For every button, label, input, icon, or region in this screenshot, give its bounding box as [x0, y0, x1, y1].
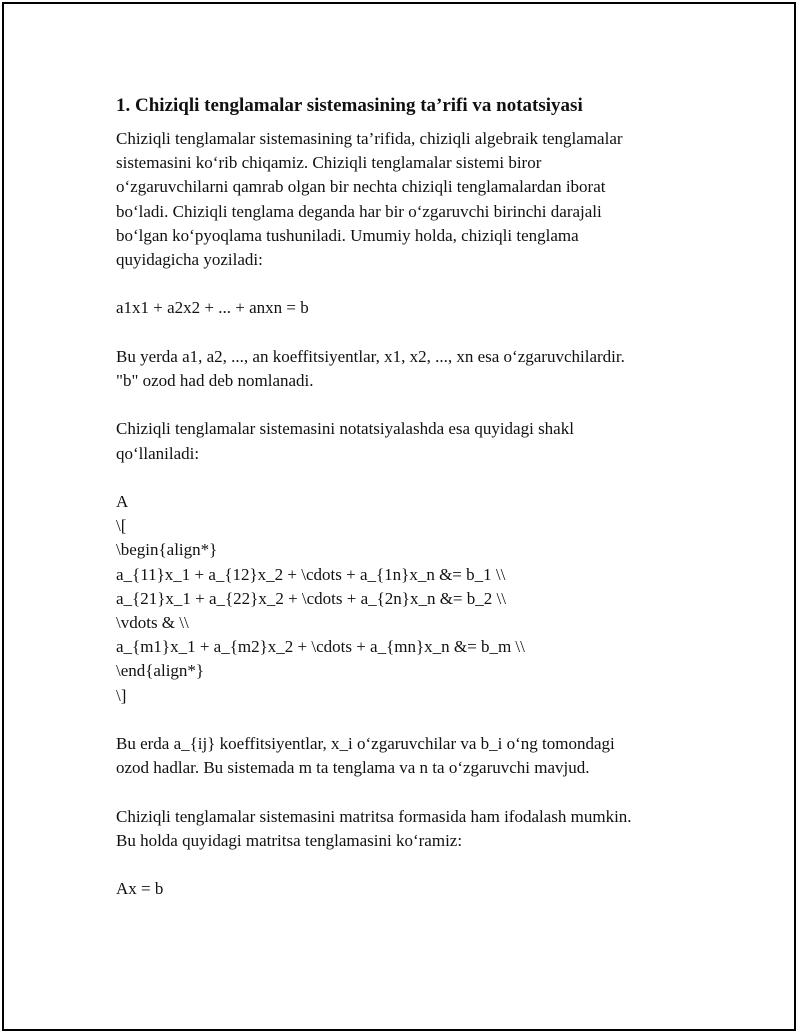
- intro-paragraph: Chiziqli tenglamalar sistemasining ta’rifida, chiziqli algebraik tenglamalar sistemasini ko‘rib chiqamiz. Chiziqli tenglamalar sistemi biror o‘zgaruvchilarni qamrab olgan bir nechta chiziqli tenglamalardan iborat bo‘ladi. Chiziqli tenglama deganda har bir o‘zgaruvchi birinchi darajali bo‘lgan ko‘pyoqlama tushuniladi. Umumiy holda, chiziqli tenglama quyidagicha yoziladi:: [116, 129, 623, 270]
- latex-line: a_{11}x_1 + a_{12}x_2 + \cdots + a_{1n}x_n &= b_1 \\: [116, 564, 506, 584]
- latex-line: \[: [116, 516, 127, 536]
- notation-paragraph: Chiziqli tenglamalar sistemasini notatsiyalashda esa quyidagi shakl qo‘llaniladi:: [116, 419, 574, 463]
- latex-line: \begin{align*}: [116, 540, 218, 560]
- latex-line: a_{21}x_1 + a_{22}x_2 + \cdots + a_{2n}x_n &= b_2 \\: [116, 588, 506, 608]
- latex-line: a_{m1}x_1 + a_{m2}x_2 + \cdots + a_{mn}x_n &= b_m \\: [116, 637, 525, 657]
- document-title: 1. Chiziqli tenglamalar sistemasining ta’rifi va notatsiyasi: [116, 95, 583, 116]
- coefficients-paragraph: Bu yerda a1, a2, ..., an koeffitsiyentlar, x1, x2, ..., xn esa o‘zgaruvchilardir. "b" ozod had deb nomlanadi.: [116, 346, 625, 390]
- latex-line: \]: [116, 685, 127, 705]
- matrix-equation: Ax = b: [116, 879, 164, 899]
- latex-line: \vdots & \\: [116, 613, 189, 632]
- terms-paragraph: Bu erda a_{ij} koeffitsiyentlar, x_i o‘zgaruvchilar va b_i o‘ng tomondagi ozod hadlar. Bu sistemada m ta tenglama va n ta o‘zgaruvchi mavjud.: [116, 734, 615, 778]
- latex-line: \end{align*}: [116, 661, 205, 681]
- matrix-form-paragraph: Chiziqli tenglamalar sistemasini matritsa formasida ham ifodalash mumkin. Bu holda quyidagi matritsa tenglamasini ko‘ramiz:: [116, 806, 632, 850]
- document-body: [116, 92, 696, 926]
- latex-source-block: [116, 490, 696, 708]
- latex-line: A: [116, 491, 129, 511]
- general-equation: a1x1 + a2x2 + ... + anxn = b: [116, 298, 309, 318]
